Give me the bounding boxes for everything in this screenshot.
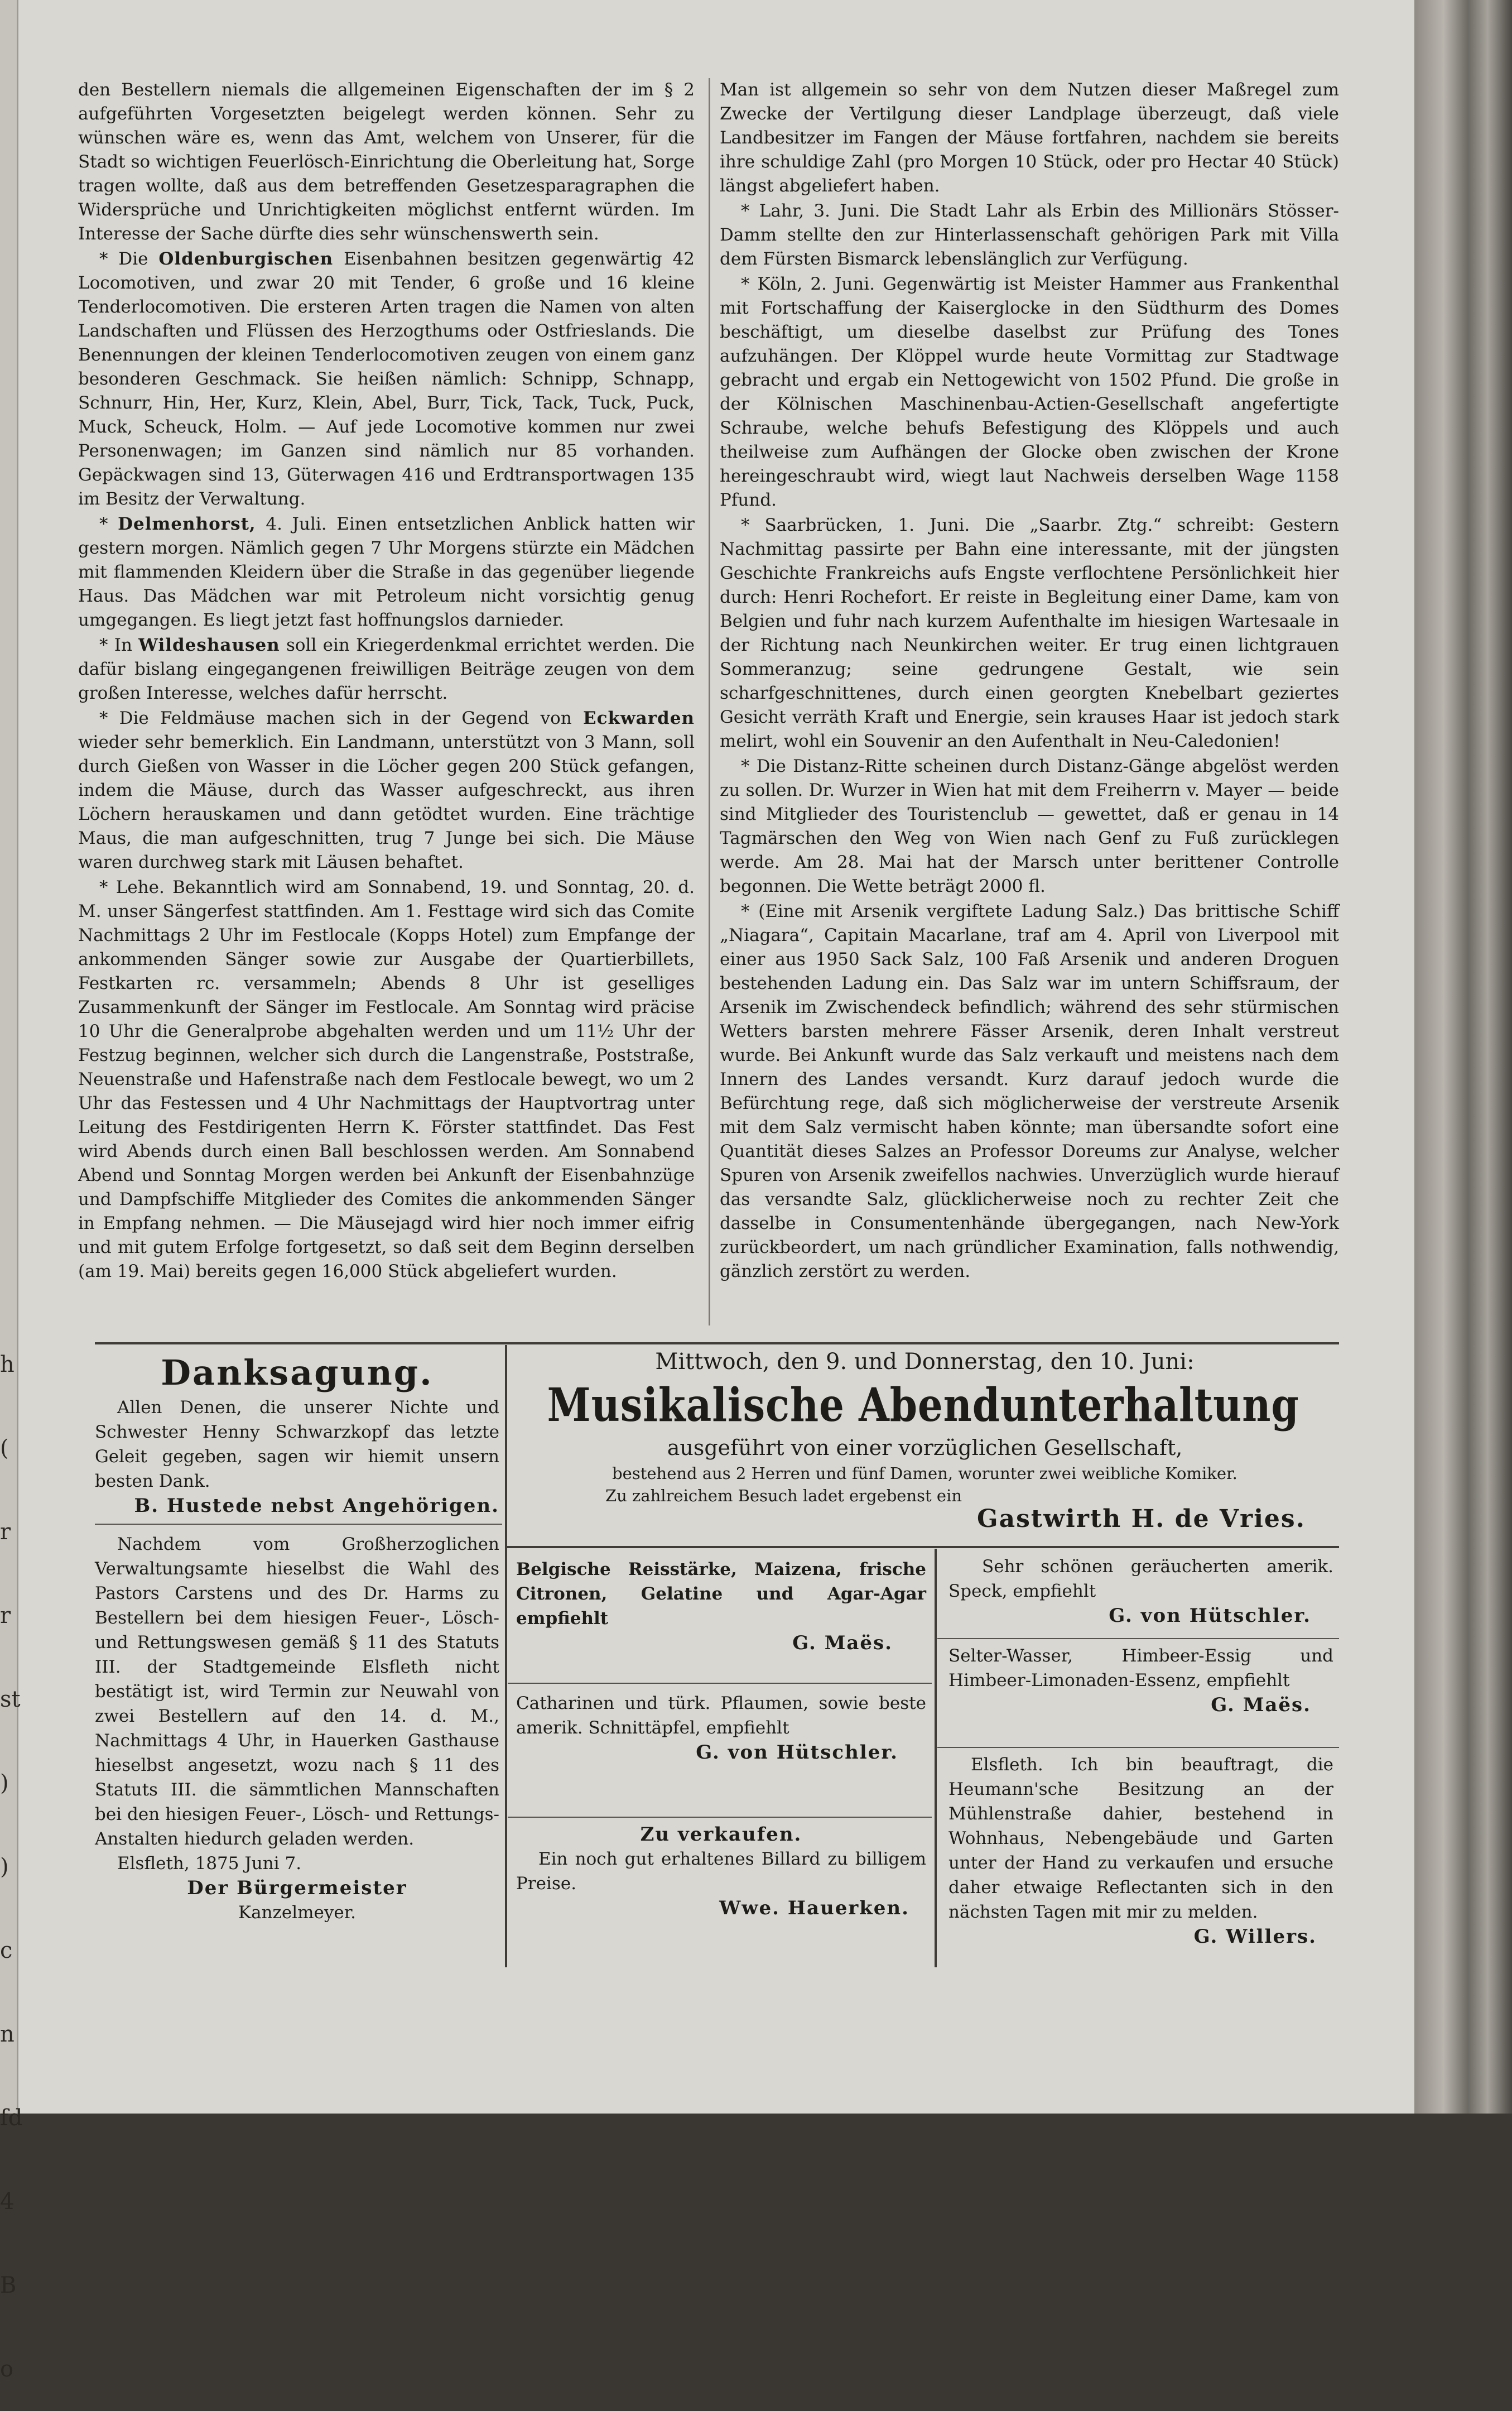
- ads-vertical-rule: [505, 1345, 507, 1967]
- ad-danksagung-body: Allen Denen, die unserer Nichte und Schwester Henny Schwarzkopf das letzte Geleit gegeben, sagen wir hiemit unsern besten Dank.: [95, 1397, 499, 1491]
- selter-body: Selter-Wasser, Himbeer-Essig und Himbeer-Limonaden-Essenz, empfiehlt: [948, 1646, 1333, 1690]
- edge-glyph: 4: [0, 2189, 15, 2215]
- pflaumen-body: Catharinen und türk. Pflaumen, sowie beste amerik. Schnittäpfel, empfiehlt: [516, 1693, 926, 1738]
- small-ads-vertical-rule: [935, 1549, 937, 1967]
- dank-rule: [95, 1524, 502, 1525]
- music-title: Musikalische Abendunterhaltung: [547, 1379, 1299, 1432]
- speck-signature: G. von Hütschler.: [1109, 1605, 1311, 1627]
- place-name: Eckwarden: [582, 708, 695, 728]
- selter-rule: [937, 1747, 1339, 1748]
- article-text: wieder sehr bemerklich. Ein Landmann, unterstützt von 3 Mann, soll durch Gießen von Wasser in die Löcher gegen 200 Stück gefangen, indem die Mäuse, durch das Wasser aufgeschreckt, aus ihren Löchern herauskamen und dann getödtet wurden. Eine trächtige Maus, die man aufgeschnitten, trug 7 Junge bei sich. Die Mäuse waren durchweg stark mit Läusen behaftet.: [78, 732, 695, 872]
- ad-notice-buergermeister: [95, 1532, 499, 1925]
- edge-glyph: h: [0, 1352, 15, 1377]
- book-page-edge: [1414, 0, 1512, 2114]
- article-lead: * Die Feldmäuse machen sich in der Gegend von: [99, 708, 572, 728]
- reis-body: Belgische Reisstärke, Maizena, frische Citronen, Gelatine und Agar-Agar empfiehlt: [516, 1559, 926, 1629]
- selter-signature: G. Maës.: [1211, 1694, 1311, 1716]
- article-text: 4. Juli. Einen entsetzlichen Anblick hatten wir gestern morgen. Nämlich gegen 7 Uhr Morgens stürzte ein Mädchen mit flammenden Kleidern über die Straße in das gegenüber liegende Haus. Das Mädchen war mit Petroleum nicht vorsichtig genug umgegangen. Es liegt jetzt fast hoffnungslos darnieder.: [78, 514, 695, 630]
- article-lahr: * Lahr, 3. Juni. Die Stadt Lahr als Erbin des Millionärs Stösser-Damm stellte den zur Hinterlassenschaft gehörigen Park mit Villa dem Fürsten Bismarck lebenslänglich zur Verfügung.: [720, 201, 1339, 269]
- music-line3: Zu zahlreichem Besuch ladet ergebenst ein: [605, 1486, 962, 1505]
- news-column-right: [720, 78, 1339, 1285]
- music-line1: ausgeführt von einer vorzüglichen Gesellschaft,: [667, 1435, 1183, 1460]
- willers-signature: G. Willers.: [1193, 1925, 1317, 1948]
- article-koeln: * Köln, 2. Juni. Gegenwärtig ist Meister Hammer aus Frankenthal mit Fortschaffung der Kaiserglocke in den Südthurm des Domes beschäftigt, um dieselbe daselbst zur Prüfung des Tones aufzuhängen. Der Klöppel wurde heute Vormittag zur Stadtwage gebracht und ergab ein Nettogewicht von 1502 Pfund. Die große in der Kölnischen Maschinenbau-Actien-Gesellschaft angefertigte Schraube, welche behufs Befestigung des Klöppels und auch theilweise zum Aufhängen der Glocke oben zwischen der Krone hereingeschraubt wird, wiegt laut Nachweis derselben Wage 1158 Pfund.: [720, 274, 1339, 510]
- reis-signature: G. Maës.: [792, 1632, 893, 1654]
- article-distanz: * Die Distanz-Ritte scheinen durch Distanz-Gänge abgelöst werden zu sollen. Dr. Wurzer in Wien hat mit dem Freiherrn v. Mayer — beide sind Mitglieder des Touristenclub — gewettet, daß er genau in 14 Tagmärschen den Weg von Wien nach Genf zu Fuß zurücklegen werde. Am 28. Mai hat der Marsch unter berittener Controlle begonnen. Die Wette beträgt 2000 fl.: [720, 756, 1339, 896]
- article-arsenik: * (Eine mit Arsenik vergiftete Ladung Salz.) Das brittische Schiff „Niagara“, Capitain Macarlane, traf am 4. April von Liverpool mit einer aus 1950 Sack Salz, 100 Faß Arsenik und anderen Droguen bestehenden Ladung ein. Das Salz war im untern Schiffsraum, der Arsenik im Zwischendeck befindlich; während des sehr stürmischen Wetters barsten mehrere Fässer Arsenik, deren Inhalt verstreut wurde. Bei Ankunft wurde das Salz verkauft und meistens nach dem Innern des Landes versandt. Kurz darauf jedoch wurde die Befürchtung rege, daß sich möglicherweise der verstreute Arsenik mit dem Salz vermischt haben könnte; man übersandte sofort eine Quantität dieses Salzes an Professor Doreums zur Analyse, welcher Spuren von Arsenik zweifellos nachwies. Unverzüglich wurde hierauf das versandte Salz, glücklicherweise noch zu rechter Zeit che dasselbe in Consumentenhände übergegangen, nach New-York zurückbeordert, um nach gründlicher Examination, falls nothwendig, gänzlich zerstört zu werden.: [720, 901, 1339, 1281]
- ad-willers: [948, 1752, 1333, 1949]
- edge-glyph: B: [0, 2273, 17, 2298]
- edge-glyph: (: [0, 1435, 9, 1461]
- place-name: Delmenhorst,: [118, 514, 256, 534]
- previous-page-strip: [0, 0, 23, 2382]
- article-mice-continued: Man ist allgemein so sehr von dem Nutzen dieser Maßregel zum Zwecke der Vertilgung dieser Landplage überzeugt, daß viele Landbesitzer im Fangen der Mäuse fortfahren, nachdem sie bereits ihre schuldige Zahl (pro Morgen 10 Stück, oder pro Hectar 40 Stück) längst abgeliefert haben.: [720, 80, 1339, 196]
- edge-glyph: c: [0, 1938, 13, 1963]
- edge-glyph: ): [0, 1770, 9, 1796]
- ad-billard: [516, 1822, 926, 1920]
- edge-glyph: fd: [0, 2105, 23, 2131]
- article-wildeshausen: [78, 633, 695, 705]
- speck-body: Sehr schönen geräucherten amerik. Speck, empfiehlt: [948, 1557, 1333, 1601]
- speck-rule: [937, 1638, 1339, 1639]
- willers-body: Elsfleth. Ich bin beauftragt, die Heumann'sche Besitzung an der Mühlenstraße dahier, bestehend in Wohnhaus, Nebengebäude und Garten unter der Hand zu verkaufen und ersuche daher etwaige Reflectanten sich in den nächsten Tagen mit mir zu melden.: [948, 1755, 1333, 1922]
- pflaumen-signature: G. von Hütschler.: [696, 1741, 898, 1764]
- article-text: Eisenbahnen besitzen gegenwärtig 42 Locomotiven, und zwar 20 mit Tender, 6 große und 16 kleine Tenderlocomotiven. Die ersteren Arten tragen die Namen von alten Landschaften und Flüssen des Herzogthums oder Ostfrieslands. Die Benennungen der kleinen Tenderlocomotiven zeugen von einem ganz besonderen Geschmack. Sie heißen nämlich: Schnipp, Schnapp, Schnurr, Hin, Her, Kurz, Klein, Abel, Burr, Tick, Tack, Tuck, Puck, Muck, Scheuck, Holm. — Auf jede Locomotive kommen nur zwei Personenwagen; im Ganzen sind nämlich nur 85 vorhanden. Gepäckwagen sind 13, Güterwagen 416 und Erdtransportwagen 135 im Besitz der Verwaltung.: [78, 249, 695, 509]
- notice-signature-title: Der Bürgermeister: [187, 1877, 407, 1899]
- edge-glyph: o: [0, 2356, 14, 2382]
- edge-glyph: r: [0, 1519, 11, 1545]
- pflaumen-rule: [508, 1817, 932, 1818]
- column-divider: [709, 78, 710, 1325]
- music-line2: bestehend aus 2 Herren und fünf Damen, worunter zwei weibliche Komiker.: [612, 1464, 1237, 1483]
- ad-danksagung-signature: B. Hustede nebst Angehörigen.: [134, 1495, 499, 1517]
- place-name: Oldenburgischen: [158, 249, 334, 269]
- article-lead: * In: [99, 635, 132, 655]
- notice-body: Nachdem vom Großherzoglichen Verwaltungsamte hieselbst die Wahl des Pastors Carstens und des Dr. Harms zu Bestellern bei dem hiesigen Feuer-, Lösch- und Rettungswesen gemäß § 11 des Statuts III. der Stadtgemeinde Elsfleth nicht bestätigt ist, wird Termin zur Neuwahl von zwei Bestellern auf den 14. d. M., Nachmittags 4 Uhr, in Hauerken Gasthause hieselbst angesetzt, wozu nach § 11 des Statuts III. die sämmtlichen Mannschaften bei den hiesigen Feuer-, Lösch- und Rettungs-Anstalten hiedurch geladen werden.: [95, 1534, 499, 1849]
- article-saarbruecken: * Saarbrücken, 1. Juni. Die „Saarbr. Ztg.“ schreibt: Gestern Nachmittag passirte per Bahn eine interessante, mit der jüngsten Geschichte Frankreichs aufs Engste verflochtene Persönlichkeit hier durch: Henri Rochefort. Er reiste in Begleitung einer Dame, kam von Belgien und fuhr nach kurzem Aufenthalte im hiesigen Wartesaale in der Richtung nach Neunkirchen weiter. Er trug einen lichtgrauen Sommeranzug; seine gedrungene Gestalt, wie sein scharfgeschnittenes, durch einen georgten Knebelbart geziertes Gesicht verräth Kraft und Energie, sein krauses Haar ist jedoch stark melirt, wohl ein Souvenir an den Aufenthalt in Neu-Caledonien!: [720, 515, 1339, 751]
- article-lehe: * Lehe. Bekanntlich wird am Sonnabend, 19. und Sonntag, 20. d. M. unser Sängerfest stattfinden. Am 1. Festtage wird sich das Comite Nachmittags 2 Uhr im Festlocale (Kopps Hotel) zum Empfange der ankommenden Sänger sowie zur Ausgabe der Quartierbillets, Festkarten rc. versammeln; Abends 8 Uhr ist geselliges Zusammenkunft der Sänger im Festlocale. Am Sonntag wird präcise 10 Uhr die Generalprobe abgehalten werden und um 11½ Uhr der Festzug beginnen, welcher sich durch die Langenstraße, Poststraße, Neuenstraße und Hafenstraße nach dem Festlocale bewegt, wo um 2 Uhr das Festessen und 4 Uhr Nachmittags der Hauptvortrag unter Leitung des Festdirigenten Herrn K. Förster stattfindet. Das Fest wird Abends durch einen Ball beschlossen werden. Am Sonnabend Abend und Sonntag Morgen werden bei Ankunft der Eisenbahnzüge und Dampfschiffe Mitglieder des Comites die ankommenden Sänger in Empfang nehmen. — Die Mäusejagd wird hier noch immer eifrig und mit gutem Erfolge fortgesetzt, so daß seit dem Beginn derselben (am 19. Mai) bereits gegen 16,000 Stück abgeliefert wurden.: [78, 877, 695, 1281]
- ad-reisstaerke: [516, 1557, 926, 1655]
- notice-place-date: Elsfleth, 1875 Juni 7.: [117, 1853, 302, 1874]
- edge-glyph: r: [0, 1603, 11, 1629]
- article-eckwarden: [78, 707, 695, 875]
- ad-music-evening: [511, 1346, 1339, 1531]
- ad-pflaumen: [516, 1691, 926, 1765]
- edge-glyphs: [0, 1323, 23, 2411]
- article-oldenburg-railway: [78, 247, 695, 511]
- edge-glyph: st: [0, 1687, 21, 1712]
- billard-signature: Wwe. Hauerken.: [719, 1897, 909, 1919]
- reis-rule: [508, 1683, 932, 1684]
- article-lead: * Die: [99, 249, 148, 269]
- ad-danksagung-title: Danksagung.: [161, 1352, 434, 1393]
- news-column-left: [78, 78, 695, 1285]
- ad-selter: [948, 1644, 1333, 1717]
- ad-speck: [948, 1554, 1333, 1628]
- notice-signature-name: Kanzelmeyer.: [238, 1903, 357, 1923]
- edge-glyph: ): [0, 1854, 9, 1880]
- place-name: Wildeshausen: [138, 635, 280, 655]
- edge-glyph: n: [0, 2021, 15, 2047]
- article-delmenhorst: [78, 512, 695, 632]
- billard-body: Ein noch gut erhaltenes Billard zu billigem Preise.: [516, 1849, 926, 1894]
- music-bottom-rule: [505, 1546, 1339, 1548]
- ads-top-rule: [95, 1342, 1339, 1344]
- article-text: soll ein Kriegerdenkmal errichtet werden. Die dafür bislang eingegangenen freiwilligen Beiträge zeugen von dem großen Interesse, welches dafür herrscht.: [78, 635, 695, 703]
- ad-danksagung: [95, 1351, 499, 1518]
- article-fire-statute: den Bestellern niemals die allgemeinen Eigenschaften der im § 2 aufgeführten Vorgesetzten beigelegt werden können. Sehr zu wünschen wäre es, wenn das Amt, welchem von Unserer, für die Stadt so wichtigen Feuerlösch-Einrichtung die Oberleitung hat, Sorge tragen wollte, daß aus dem betreffenden Gesetzesparagraphen die Widersprüche und Unrichtigkeiten möglichst entfernt würden. Im Interesse der Sache dürfte dies sehr wünschenswerth sein.: [78, 80, 695, 244]
- music-signature: Gastwirth H. de Vries.: [977, 1505, 1306, 1533]
- music-date-line: Mittwoch, den 9. und Donnerstag, den 10. Juni:: [655, 1349, 1195, 1375]
- article-lead: *: [99, 514, 108, 534]
- billard-title: Zu verkaufen.: [640, 1823, 802, 1846]
